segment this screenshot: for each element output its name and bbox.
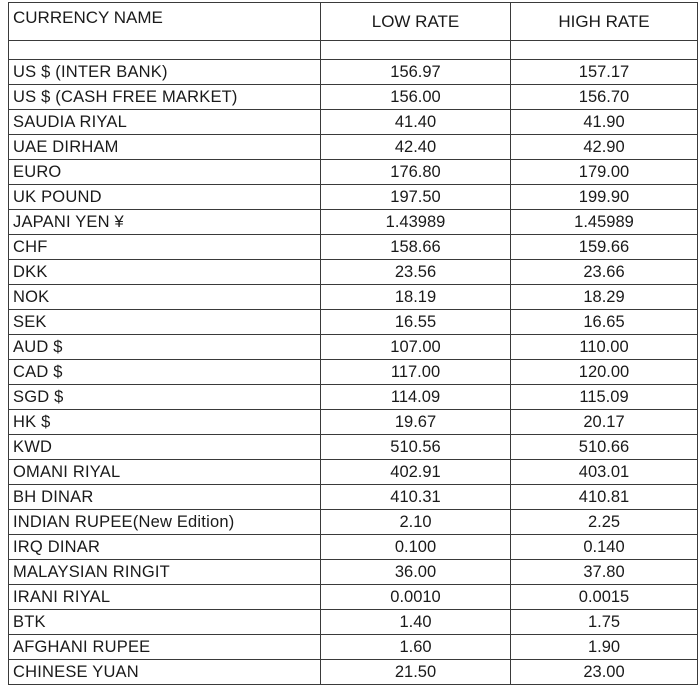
low-rate-cell: 19.67 [321,410,511,435]
currency-name-cell: CHINESE YUAN [9,660,321,685]
high-rate-cell: 410.81 [511,485,698,510]
high-rate-cell: 42.90 [511,135,698,160]
table-row [9,485,698,510]
high-rate-cell: 23.66 [511,260,698,285]
blank-cell [321,41,511,60]
low-rate-cell: 156.00 [321,85,511,110]
high-rate-cell: 2.25 [511,510,698,535]
low-rate-cell: 156.97 [321,60,511,85]
low-rate-cell: 1.43989 [321,210,511,235]
low-rate-cell: 158.66 [321,235,511,260]
currency-name-cell: SEK [9,310,321,335]
high-rate-cell: 37.80 [511,560,698,585]
high-rate-cell: 199.90 [511,185,698,210]
table-row [9,635,698,660]
table-row [9,510,698,535]
low-rate-cell: 510.56 [321,435,511,460]
high-rate-cell: 1.90 [511,635,698,660]
low-rate-cell: 1.40 [321,610,511,635]
currency-name-cell: IRANI RIYAL [9,585,321,610]
currency-name-cell: US $ (CASH FREE MARKET) [9,85,321,110]
currency-name-cell: SGD $ [9,385,321,410]
table-row [9,160,698,185]
low-rate-cell: 21.50 [321,660,511,685]
low-rate-cell: 114.09 [321,385,511,410]
table-row [9,310,698,335]
low-rate-cell: 117.00 [321,360,511,385]
low-rate-cell: 2.10 [321,510,511,535]
high-rate-cell: 510.66 [511,435,698,460]
table-row [9,560,698,585]
low-rate-cell: 36.00 [321,560,511,585]
high-rate-cell: 41.90 [511,110,698,135]
table-row [9,610,698,635]
table-row [9,335,698,360]
table-row [9,285,698,310]
table-row [9,410,698,435]
currency-name-cell: MALAYSIAN RINGIT [9,560,321,585]
header-row [9,3,698,41]
low-rate-cell: 410.31 [321,485,511,510]
high-rate-cell: 159.66 [511,235,698,260]
high-rate-cell: 115.09 [511,385,698,410]
high-rate-cell: 157.17 [511,60,698,85]
table-row [9,535,698,560]
table-row [9,135,698,160]
table-row [9,235,698,260]
low-rate-cell: 0.100 [321,535,511,560]
rate-rows [9,60,698,685]
header-currency-name: CURRENCY NAME [9,3,321,41]
currency-name-cell: AFGHANI RUPEE [9,635,321,660]
table-row [9,210,698,235]
table-row [9,110,698,135]
currency-name-cell: HK $ [9,410,321,435]
high-rate-cell: 23.00 [511,660,698,685]
currency-name-cell: UAE DIRHAM [9,135,321,160]
table-row [9,435,698,460]
currency-name-cell: AUD $ [9,335,321,360]
table-row [9,60,698,85]
high-rate-cell: 403.01 [511,460,698,485]
high-rate-cell: 156.70 [511,85,698,110]
low-rate-cell: 42.40 [321,135,511,160]
high-rate-cell: 16.65 [511,310,698,335]
table-row [9,85,698,110]
currency-name-cell: EURO [9,160,321,185]
header-low-rate: LOW RATE [321,3,511,41]
table-row [9,460,698,485]
table-row [9,585,698,610]
high-rate-cell: 179.00 [511,160,698,185]
currency-rate-table [8,2,698,685]
high-rate-cell: 110.00 [511,335,698,360]
currency-name-cell: DKK [9,260,321,285]
blank-cell [511,41,698,60]
low-rate-cell: 402.91 [321,460,511,485]
low-rate-cell: 107.00 [321,335,511,360]
currency-name-cell: INDIAN RUPEE(New Edition) [9,510,321,535]
high-rate-cell: 20.17 [511,410,698,435]
high-rate-cell: 1.75 [511,610,698,635]
currency-name-cell: NOK [9,285,321,310]
high-rate-cell: 0.140 [511,535,698,560]
table-row [9,260,698,285]
currency-rate-sheet [8,2,697,685]
currency-name-cell: BTK [9,610,321,635]
high-rate-cell: 0.0015 [511,585,698,610]
currency-name-cell: OMANI RIYAL [9,460,321,485]
low-rate-cell: 1.60 [321,635,511,660]
low-rate-cell: 23.56 [321,260,511,285]
table-row [9,360,698,385]
currency-name-cell: BH DINAR [9,485,321,510]
header-high-rate: HIGH RATE [511,3,698,41]
low-rate-cell: 18.19 [321,285,511,310]
low-rate-cell: 41.40 [321,110,511,135]
blank-row [9,41,698,60]
table-row [9,185,698,210]
high-rate-cell: 18.29 [511,285,698,310]
low-rate-cell: 197.50 [321,185,511,210]
table-row [9,660,698,685]
currency-name-cell: IRQ DINAR [9,535,321,560]
blank-cell [9,41,321,60]
table-row [9,385,698,410]
high-rate-cell: 120.00 [511,360,698,385]
currency-name-cell: UK POUND [9,185,321,210]
high-rate-cell: 1.45989 [511,210,698,235]
currency-name-cell: CHF [9,235,321,260]
currency-name-cell: JAPANI YEN ¥ [9,210,321,235]
low-rate-cell: 16.55 [321,310,511,335]
low-rate-cell: 176.80 [321,160,511,185]
currency-name-cell: KWD [9,435,321,460]
currency-name-cell: SAUDIA RIYAL [9,110,321,135]
currency-name-cell: US $ (INTER BANK) [9,60,321,85]
currency-name-cell: CAD $ [9,360,321,385]
low-rate-cell: 0.0010 [321,585,511,610]
